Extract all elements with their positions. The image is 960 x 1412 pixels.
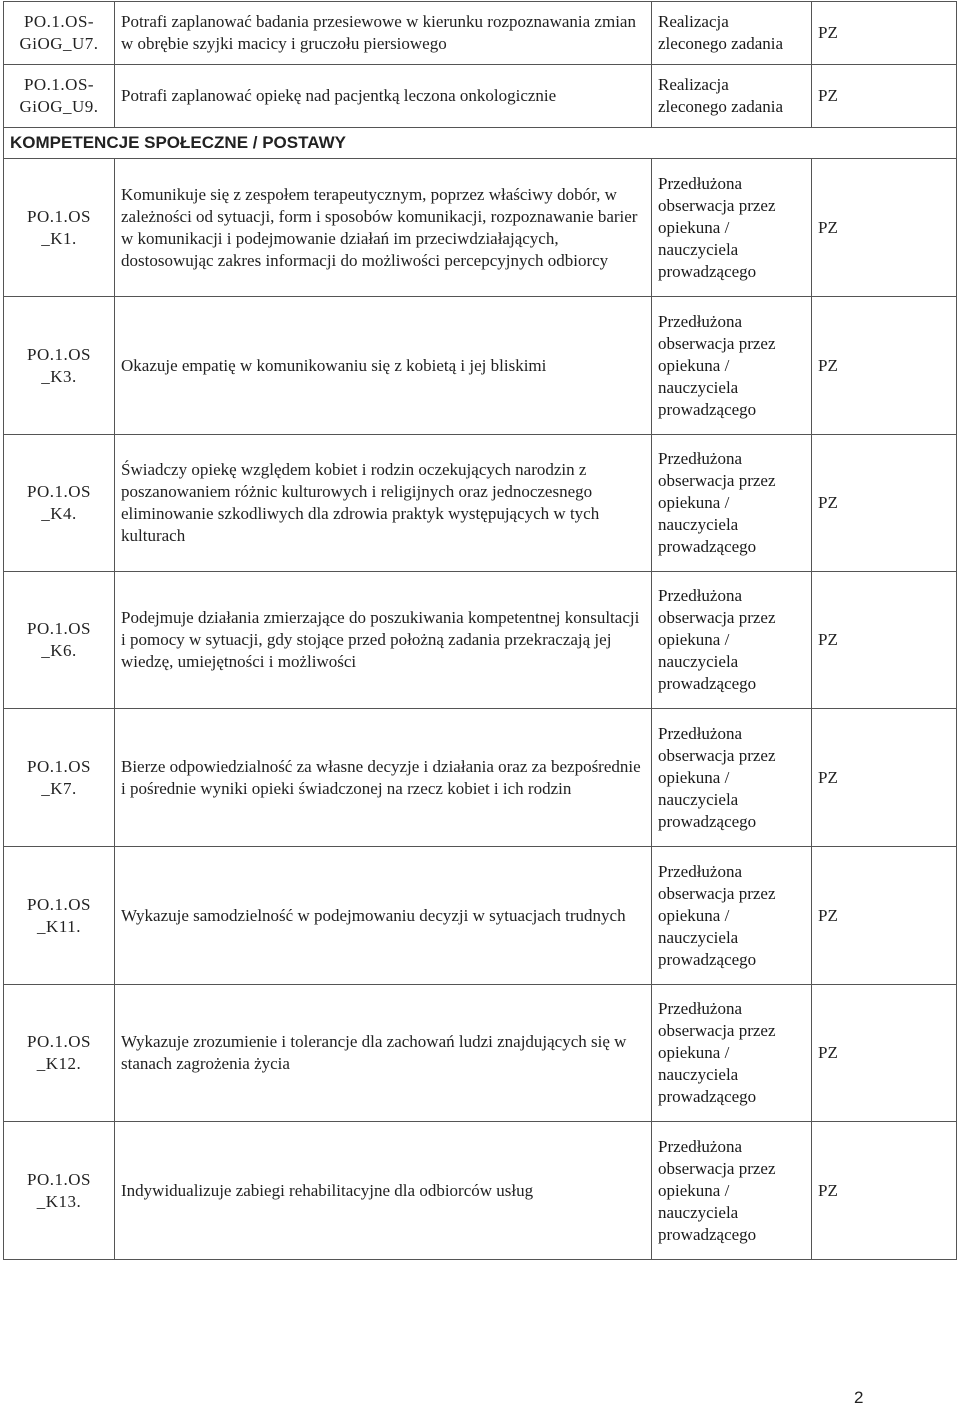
page-number: 2: [854, 1388, 864, 1407]
section-title: KOMPETENCJE SPOŁECZNE / POSTAWY: [4, 128, 957, 159]
outcome-code: PO.1.OS _K7.: [4, 709, 115, 847]
verification-form: PZ: [812, 159, 957, 297]
table-row: [4, 435, 957, 572]
outcome-description: Komunikuje się z zespołem terapeutycznym, poprzez właściwy dobór, w zależności od sytuacji, form i sposobów komunikacji, rozpoznawanie barier w komunikacji i podejmowanie działań im przeciwdziałających, dostosowując zakres informacji do możliwości percepcyjnych odbiorcy: [115, 159, 652, 297]
verification-form: PZ: [812, 435, 957, 572]
outcome-code: PO.1.OS _K11.: [4, 847, 115, 985]
verification-method-line: opiekuna /: [658, 217, 730, 237]
verification-method-line: nauczyciela: [658, 1202, 739, 1222]
outcome-code: PO.1.OS _K4.: [4, 435, 115, 572]
verification-form: PZ: [812, 1122, 957, 1260]
outcome-description: Indywidualizuje zabiegi rehabilitacyjne dla odbiorców usług: [115, 1122, 652, 1260]
verification-method: [652, 709, 812, 847]
verification-method-line: nauczyciela: [658, 789, 739, 809]
verification-method-line: Przedłużona: [658, 449, 743, 468]
verification-method-line: prowadzącego: [658, 537, 757, 556]
verification-method-line: prowadzącego: [658, 399, 757, 419]
verification-method: [652, 159, 812, 297]
verification-method-line: opiekuna /: [658, 1180, 730, 1200]
verification-method-line: prowadzącego: [658, 674, 757, 693]
verification-method: [652, 847, 812, 985]
table-row: [4, 709, 957, 847]
table-row: [4, 847, 957, 985]
verification-method: Realizacja zleconego zadania: [652, 2, 812, 65]
verification-method-line: obserwacja przez: [658, 333, 776, 353]
outcome-code: PO.1.OS _K1.: [4, 159, 115, 297]
outcome-description: Potrafi zaplanować opiekę nad pacjentką leczona onkologicznie: [115, 65, 652, 128]
table-row: [4, 297, 957, 435]
outcome-description: Wykazuje zrozumienie i tolerancje dla zachowań ludzi znajdujących się w stanach zagrożenia życia: [115, 985, 652, 1122]
verification-method-line: Przedłużona: [658, 999, 743, 1018]
outcome-description: Świadczy opiekę względem kobiet i rodzin oczekujących narodzin z poszanowaniem różnic kulturowych i religijnych oraz jednoczesnego eliminowanie szkodliwych dla zdrowia praktyk występujących w tych kulturach: [115, 435, 652, 572]
table-row: [4, 572, 957, 709]
verification-form: PZ: [812, 297, 957, 435]
verification-form: PZ: [812, 847, 957, 985]
verification-method-line: prowadzącego: [658, 949, 757, 969]
table-row: [4, 2, 957, 65]
verification-method-line: nauczyciela: [658, 239, 739, 259]
verification-method-line: nauczyciela: [658, 927, 739, 947]
verification-method-line: Przedłużona: [658, 586, 743, 605]
verification-method: [652, 435, 812, 572]
verification-method: [652, 1122, 812, 1260]
verification-method: Realizacja zleconego zadania: [652, 65, 812, 128]
verification-method-line: Przedłużona: [658, 173, 743, 193]
table-row: [4, 65, 957, 128]
outcome-code: PO.1.OS- GiOG_U7.: [4, 2, 115, 65]
verification-form: PZ: [812, 65, 957, 128]
table-row: [4, 1122, 957, 1260]
verification-method-line: nauczyciela: [658, 377, 739, 397]
verification-method-line: nauczyciela: [658, 1065, 739, 1084]
outcome-description: Wykazuje samodzielność w podejmowaniu decyzji w sytuacjach trudnych: [115, 847, 652, 985]
verification-method-line: prowadzącego: [658, 1224, 757, 1244]
verification-method-line: Przedłużona: [658, 311, 743, 331]
verification-form: PZ: [812, 709, 957, 847]
verification-method-line: nauczyciela: [658, 652, 739, 671]
verification-method-line: opiekuna /: [658, 493, 730, 512]
verification-method-line: prowadzącego: [658, 261, 757, 281]
verification-form: PZ: [812, 572, 957, 709]
verification-method-line: obserwacja przez: [658, 608, 776, 627]
verification-form: PZ: [812, 2, 957, 65]
verification-method-line: obserwacja przez: [658, 745, 776, 765]
verification-method-line: prowadzącego: [658, 811, 757, 831]
verification-method-line: nauczyciela: [658, 515, 739, 534]
outcome-description: Potrafi zaplanować badania przesiewowe w kierunku rozpoznawania zmian w obrębie szyjki macicy i gruczołu piersiowego: [115, 2, 652, 65]
verification-method: [652, 572, 812, 709]
outcome-description: Podejmuje działania zmierzające do poszukiwania kompetentnej konsultacji i pomocy w sytuacji, gdy stojące przed położną zadania przekraczają jej wiedzę, umiejętności i możliwości: [115, 572, 652, 709]
outcome-code: PO.1.OS _K3.: [4, 297, 115, 435]
verification-method-line: opiekuna /: [658, 355, 730, 375]
verification-method-line: prowadzącego: [658, 1087, 757, 1106]
verification-method-line: obserwacja przez: [658, 471, 776, 490]
verification-method-line: obserwacja przez: [658, 883, 776, 903]
verification-method-line: opiekuna /: [658, 767, 730, 787]
verification-method-line: obserwacja przez: [658, 195, 776, 215]
table-row: [4, 159, 957, 297]
verification-method-line: opiekuna /: [658, 1043, 730, 1062]
verification-method-line: Przedłużona: [658, 723, 743, 743]
table-row: [4, 985, 957, 1122]
outcome-code: PO.1.OS _K13.: [4, 1122, 115, 1260]
verification-method-line: obserwacja przez: [658, 1021, 776, 1040]
verification-method-line: opiekuna /: [658, 630, 730, 649]
outcome-description: Bierze odpowiedzialność za własne decyzje i działania oraz za bezpośrednie i pośrednie wyniki opieki świadczonej na rzecz kobiet i ich rodzin: [115, 709, 652, 847]
verification-method-line: Przedłużona: [658, 861, 743, 881]
verification-method-line: opiekuna /: [658, 905, 730, 925]
section-header-row: [4, 128, 957, 159]
verification-method-line: obserwacja przez: [658, 1158, 776, 1178]
outcome-code: PO.1.OS _K12.: [4, 985, 115, 1122]
verification-method-line: Przedłużona: [658, 1136, 743, 1156]
verification-method: [652, 985, 812, 1122]
verification-method: [652, 297, 812, 435]
outcome-description: Okazuje empatię w komunikowaniu się z kobietą i jej bliskimi: [115, 297, 652, 435]
outcome-code: PO.1.OS- GiOG_U9.: [4, 65, 115, 128]
outcome-code: PO.1.OS _K6.: [4, 572, 115, 709]
learning-outcomes-table: [3, 1, 957, 1260]
verification-form: PZ: [812, 985, 957, 1122]
